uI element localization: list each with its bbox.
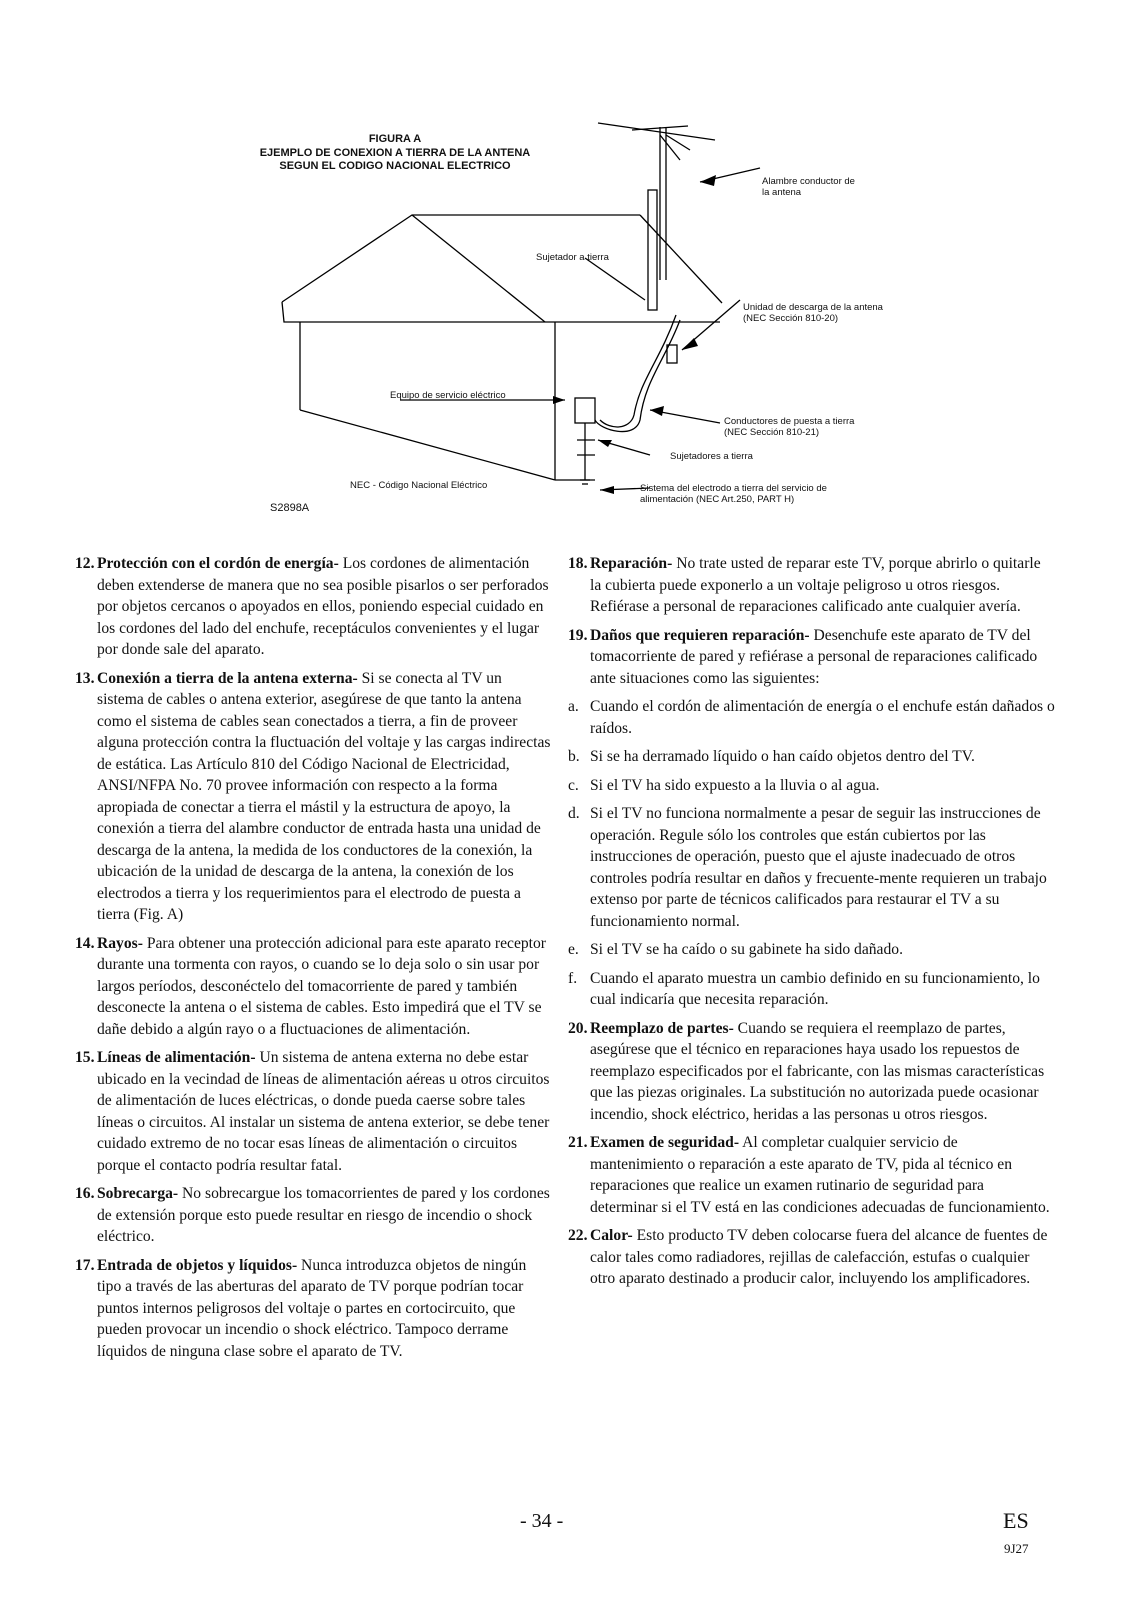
label-line: alimentación (NEC Art.250, PART H): [640, 494, 795, 505]
label-line: Alambre conductor de: [762, 176, 855, 187]
item-text: Para obtener una protección adicional para este aparato receptor durante una tormenta con rayos, o cuando se lo deja solo o sin usar por largos períodos, desconéctelo del tomacorriente de pared y también desconecte la antena o el sistema de cables. Esto impedirá que el TV se dañe debido a algún rayo o a fluctuaciones de alimentación.: [97, 934, 546, 1038]
item-text: No trate usted de reparar este TV, porque abrirlo o quitarle la cubierta puede exponerlo a un voltaje peligroso u otros riesgos. Refiérase a personal de reparaciones calificado ante cualquier avería.: [590, 555, 1041, 615]
sub-item-letter: c.: [568, 776, 579, 794]
sub-item-text: Si el TV ha sido expuesto a la lluvia o al agua.: [590, 776, 880, 794]
label-nec: NEC - Código Nacional Eléctrico: [350, 480, 488, 491]
sub-item-letter: a.: [568, 698, 579, 715]
item-heading: Líneas de alimentación-: [97, 1049, 256, 1066]
list-item: [568, 553, 1055, 618]
item-text: Los cordones de alimentación deben extenderse de manera que no sea posible pisarlos o ser perforados por objetos cercanos o apoyados en ellos, poniendo especial cuidado en los cordones del lado del enchufe, receptáculos convenientes y el lugar por donde sale del aparato.: [97, 555, 549, 658]
list-item: [75, 933, 551, 1041]
label-line: Sistema del electrodo a tierra del servicio de: [640, 483, 827, 494]
sub-item-text: Cuando el aparato muestra un cambio definido en su funcionamiento, lo cual indicaría que necesita reparación.: [590, 969, 1040, 1008]
label-lead-in-wire: [762, 176, 855, 198]
item-text: Cuando se requiera el reemplazo de partes, asegúrese que el técnico en reparaciones haya usado los repuestos de reemplazo especificados por el fabricante, con las mismas características que las piezas originales. La substitución no autorizada puede ocasionar incendio, shock eléctrico, heridas a las personas u otros riesgos.: [590, 1019, 1045, 1123]
sub-item: [568, 775, 1055, 797]
sub-item: [568, 746, 1055, 768]
sub-item: [568, 696, 1055, 739]
item-heading: Examen de seguridad-: [590, 1134, 740, 1151]
right-column: [568, 553, 1055, 1297]
list-item: [75, 553, 551, 661]
figure-code: S2898A: [270, 502, 310, 514]
item-text: No sobrecargue los tomacorrientes de pared y los cordones de extensión porque esto puede resultar en riesgo de incendio o shock eléctrico.: [97, 1185, 550, 1245]
language-code: ES: [1003, 1508, 1029, 1533]
sub-item-text: Si el TV se ha caído o su gabinete ha sido dañado.: [590, 941, 903, 958]
label-ground-clamp: Sujetador a tierra: [536, 252, 609, 263]
sub-item: [568, 968, 1055, 1011]
list-item: [568, 625, 1055, 690]
item-text: Esto producto TV deben colocarse fuera del alcance de fuentes de calor tales como radiadores, rejillas de calefacción, estufas o cualquier otro aparato destinado a producir calor, incluyendo los amplificadores.: [590, 1227, 1048, 1287]
label-line: (NEC Sección 810-20): [743, 313, 839, 324]
sub-item-letter: b.: [568, 748, 580, 765]
sub-item-letter: f.: [568, 969, 578, 987]
sub-item-text: Cuando el cordón de alimentación de energía o el enchufe están dañados o raídos.: [590, 698, 1055, 737]
item-number: 14.: [75, 934, 95, 952]
sub-item: [568, 803, 1055, 932]
house-antenna-diagram: [0, 0, 1133, 540]
figure-title-line: FIGURA A: [368, 133, 422, 145]
page-number: - 34 -: [520, 1510, 564, 1532]
label-line: Unidad de descarga de la antena: [743, 302, 883, 313]
item-heading: Daños que requieren reparación-: [590, 626, 810, 644]
item-heading: Entrada de objetos y líquidos-: [97, 1256, 298, 1274]
item-heading: Reemplazo de partes-: [590, 1019, 734, 1037]
label-discharge-unit: [743, 302, 883, 324]
item-heading: Sobrecarga-: [97, 1185, 179, 1202]
sub-item-text: Si se ha derramado líquido o han caído objetos dentro del TV.: [590, 748, 975, 765]
item-text: Nunca introduzca objetos de ningún tipo a través de las aberturas del aparato de TV porque podrían tocar puntos internos peligrosos del voltaje o partes en cortocircuito, que pueden provocar un incendio o shock eléctrico. Tampoco derrame líquidos de ninguna clase sobre el aparato de TV.: [97, 1256, 527, 1360]
item-number: 21.: [568, 1134, 588, 1151]
item-number: 16.: [75, 1185, 95, 1202]
item-text: Desenchufe este aparato de TV del tomacorriente de pared y refiérase a personal de reparaciones calificado ante situaciones como las siguientes:: [590, 626, 1038, 687]
list-item: [75, 1183, 551, 1248]
label-line: (NEC Sección 810-21): [724, 427, 820, 438]
item-number: 20.: [568, 1019, 588, 1037]
item-heading: Reparación-: [590, 555, 673, 572]
list-item: [568, 1018, 1055, 1126]
label-electrode-system: [640, 483, 827, 505]
item-text: Un sistema de antena externa no debe estar ubicado en la vecindad de líneas de alimentación aéreas u otros circuitos de alimentación de luces eléctricas, o donde pueda caerse sobre tales líneas o circuitos. Al instalar un sistema de antena exterior, se debe tener cuidado extremo de no tocar esas líneas de alimentación o circuitos porque el contacto podría resultar fatal.: [97, 1049, 550, 1174]
label-service-equipment: Equipo de servicio eléctrico: [390, 390, 506, 401]
item-number: 22.: [568, 1227, 588, 1244]
sub-item-letter: d.: [568, 805, 580, 822]
item-number: 18.: [568, 555, 588, 572]
list-item: [568, 1225, 1055, 1290]
item-number: 12.: [75, 555, 95, 572]
item-heading: Rayos-: [97, 934, 143, 952]
label-line: la antena: [762, 187, 802, 198]
item-number: 13.: [75, 669, 95, 687]
label-grounding-conductors: [724, 416, 854, 438]
item-heading: Calor-: [590, 1227, 633, 1244]
item-number: 15.: [75, 1049, 95, 1066]
figure-title: [215, 133, 575, 174]
sub-item: [568, 939, 1055, 961]
item-text: Si se conecta al TV un sistema de cables o antena exterior, asegúrese de que tanto la antena como el sistema de cables sean conectados a tierra, a fin de proveer alguna protección contra la fluctuación del voltaje y las cargas indirectas de estática. Las Artículo 810 del Código Nacional de Electricidad, ANSI/NFPA No. 70 provee información con respecto a la forma apropiada de conectar a tierra el mástil y la estructura de apoyo, la conexión a tierra del alambre conductor de entrada hasta una unidad de descarga de la antena, la medida de los conductores de la conexión, la ubicación de la unidad de descarga de la antena, la conexión de los electrodos a tierra y los requerimientos para el electrodo de puesta a tierra (Fig. A): [97, 669, 551, 923]
left-column: [75, 553, 551, 1369]
item-text: Al completar cualquier servicio de mantenimiento o reparación a este aparato de TV, pida al técnico en reparaciones que realice un examen rutinario de seguridad para determinar si el TV está en las condiciones adecuadas de funcionamiento.: [590, 1134, 1050, 1216]
sub-item-letter: e.: [568, 941, 579, 958]
item-heading: Conexión a tierra de la antena externa-: [97, 669, 358, 687]
document-code: 9J27: [1004, 1541, 1029, 1556]
figure-title-line: SEGUN EL CODIGO NACIONAL ELECTRICO: [279, 160, 511, 172]
item-heading: Protección con el cordón de energía-: [97, 555, 339, 572]
figure-title-line: EJEMPLO DE CONEXION A TIERRA DE LA ANTENA: [259, 146, 531, 159]
sub-item-text: Si el TV no funciona normalmente a pesar de seguir las instrucciones de operación. Regule sólo los controles que están cubiertos por las instrucciones de operación, puesto que el ajuste inadecuado de otros controles podría resultar en daños y frecuente-mente requieren un trabajo extenso por parte de técnicos calificados para restaurar el TV a su funcionamiento normal.: [590, 805, 1047, 930]
label-ground-clamps: Sujetadores a tierra: [670, 451, 753, 462]
list-item: [75, 1255, 551, 1363]
label-line: Conductores de puesta a tierra: [724, 416, 855, 427]
item-number: 19.: [568, 626, 588, 644]
list-item: [75, 1047, 551, 1176]
list-item: [75, 668, 551, 926]
antenna-grounding-figure: [0, 0, 1133, 540]
list-item: [568, 1132, 1055, 1218]
item-number: 17.: [75, 1256, 95, 1274]
